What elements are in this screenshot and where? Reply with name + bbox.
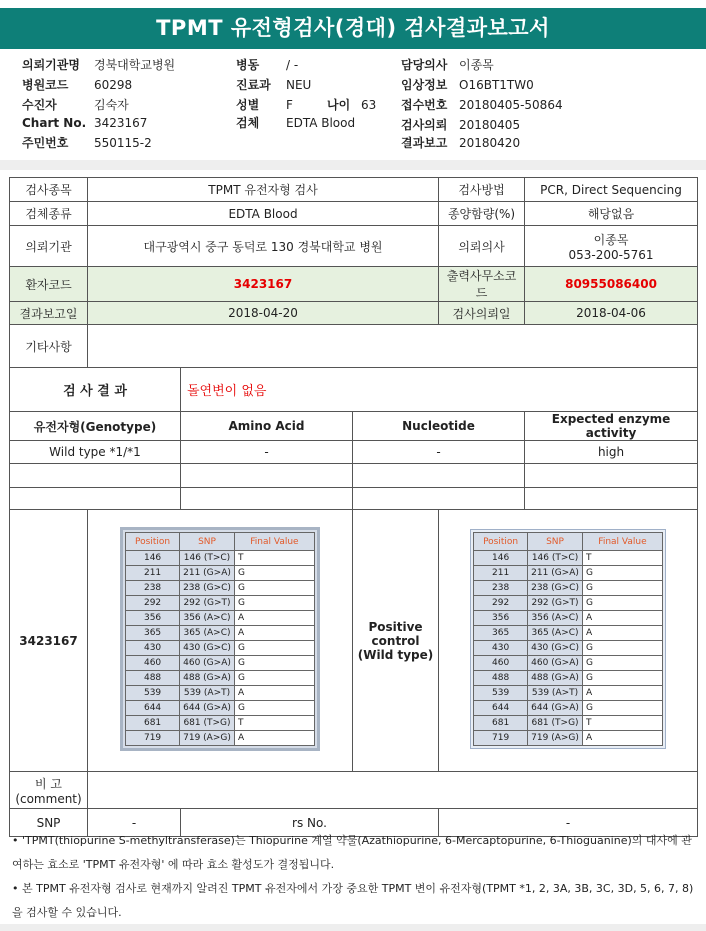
snp-position: 719 [126,731,180,746]
snp-change: 719 (A>G) [180,731,235,746]
header-field: Chart No. 3423167 [22,116,148,130]
snp-change: 488 (G>A) [180,671,235,686]
snp-row [474,686,663,701]
cell-value: TPMT 유전자형 검사 [88,178,439,202]
snp-row [126,731,315,746]
table-row [10,202,698,226]
cell-label: 의뢰기관 [10,226,88,267]
snp-change: 292 (G>T) [180,596,235,611]
snp-row [126,596,315,611]
snp-final-value: G [582,701,662,716]
snp-position: 356 [474,611,528,626]
table-row [10,412,698,441]
genotype-value: Wild type *1/*1 [10,441,181,464]
col-header-final-value: Final Value [234,533,314,551]
snp-position: 211 [474,566,528,581]
snp-position: 644 [126,701,180,716]
snp-position: 488 [126,671,180,686]
cell-label: 검사종목 [10,178,88,202]
snp-row [126,686,315,701]
cell-value: 2018-04-06 [525,302,698,325]
snp-row [474,611,663,626]
snp-final-value: A [582,686,662,701]
header-field: 접수번호 20180405-50864 [401,98,563,112]
table-row [10,226,698,267]
snp-final-value: G [234,581,314,596]
other-notes [88,325,698,368]
control-snp-table [473,532,663,746]
snp-position: 644 [474,701,528,716]
cell-label: 의뢰의사 [439,226,525,267]
snp-change: 211 (G>A) [528,566,583,581]
snp-change: 430 (G>C) [528,641,583,656]
col-header-amino-acid: Amino Acid [181,412,353,441]
cell-label: 기타사항 [10,325,88,368]
snp-position: 488 [474,671,528,686]
snp-change: 430 (G>C) [180,641,235,656]
snp-row [126,611,315,626]
snp-final-value: G [582,596,662,611]
snp-final-value: A [234,686,314,701]
snp-row [474,626,663,641]
cell-label: 검체종류 [10,202,88,226]
snp-row [474,596,663,611]
snp-position: 365 [126,626,180,641]
report-title: TPMT 유전형검사(경대) 검사결과보고서 [0,8,706,49]
snp-row [126,551,315,566]
snp-row [474,641,663,656]
sample-snp-cell [88,510,353,772]
cell-value: 2018-04-20 [88,302,439,325]
snp-row [474,656,663,671]
snp-final-value: G [234,656,314,671]
footnotes [12,829,702,925]
snp-final-value: G [582,641,662,656]
snp-change: 681 (T>G) [528,716,583,731]
table-row [10,464,698,488]
header-field: 검사의뢰 20180405 [401,118,521,132]
control-snp-cell [439,510,698,772]
snp-position: 719 [474,731,528,746]
snp-change: 644 (G>A) [180,701,235,716]
table-row [10,441,698,464]
snp-final-value: G [582,566,662,581]
cell-value: 대구광역시 중구 동덕로 130 경북대학교 병원 [88,226,439,267]
snp-change: 365 (A>C) [180,626,235,641]
cell-value: PCR, Direct Sequencing [525,178,698,202]
result-value: 돌연변이 없음 [181,368,698,412]
snp-change: 356 (A>C) [528,611,583,626]
snp-change: 238 (G>C) [528,581,583,596]
snp-change: 211 (G>A) [180,566,235,581]
snp-change: 146 (T>C) [180,551,235,566]
col-header-nucleotide: Nucleotide [353,412,525,441]
col-header-genotype: 유전자형(Genotype) [10,412,181,441]
snp-final-value: G [234,566,314,581]
snp-final-value: A [234,731,314,746]
snp-row [126,656,315,671]
col-header-position: Position [474,533,528,551]
snp-change: 539 (A>T) [180,686,235,701]
cell-label: 출력사무소코드 [439,267,525,302]
snp-change: 644 (G>A) [528,701,583,716]
snp-position: 681 [126,716,180,731]
snp-position: 238 [474,581,528,596]
header-field: 병동 / - [236,58,299,72]
control-label: Positive control (Wild type) [353,510,439,772]
snp-row [126,716,315,731]
snp-change: 365 (A>C) [528,626,583,641]
divider-bar [0,160,706,170]
col-header-enzyme-activity: Expected enzyme activity [525,412,698,441]
footnote: • 본 TPMT 유전자형 검사로 현재까지 알려진 TPMT 유전자에서 가장 중요한 TPMT 변이 유전자형(TPMT *1, 2, 3A, 3B, 3C, 3D, 5, 6, 7, 8)을 검사할 수 있습니다. [12,882,694,919]
col-header-snp: SNP [180,533,235,551]
snp-change: 681 (T>G) [180,716,235,731]
office-code: 80955086400 [525,267,698,302]
nucleotide-value: - [353,441,525,464]
snp-row [126,641,315,656]
snp-position: 460 [474,656,528,671]
cell-value [525,226,698,267]
col-header-position: Position [126,533,180,551]
snp-final-value: T [234,551,314,566]
cell-value: 해당없음 [525,202,698,226]
snp-label: SNP [10,809,88,837]
sample-snp-table [125,532,315,746]
header-field: 임상정보 O16BT1TW0 [401,78,534,92]
snp-row [474,671,663,686]
snp-final-value: G [234,701,314,716]
header-field: 의뢰기관명 경북대학교병원 [22,58,176,72]
cell-value: EDTA Blood [88,202,439,226]
snp-final-value: A [582,611,662,626]
snp-position: 539 [474,686,528,701]
table-row [10,267,698,302]
header-field: 병원코드 60298 [22,78,133,92]
footnote: • 'TPMT(thiopurine S-methyltransferase)는 Thiopurine 계열 약물(Azathiopurine, 6-Mercaptopurine, 6-Thioguanine)의 대사에 관여하는 효소로 'TPMT 유전자형' 에 따라 효소 활성도가 결정됩니다. [12,834,692,871]
table-row [10,325,698,368]
snp-final-value: G [582,581,662,596]
control-snp-panel [470,529,666,749]
patient-code: 3423167 [88,267,439,302]
snp-position: 292 [126,596,180,611]
snp-change: 238 (G>C) [180,581,235,596]
snp-final-value: A [234,626,314,641]
header-field: 담당의사 이종목 [401,58,494,72]
snp-final-value: G [234,671,314,686]
header-field: 결과보고 20180420 [401,136,521,150]
snp-row [474,551,663,566]
table-row [10,368,698,412]
header-field: 성별 F [236,98,293,112]
snp-row [474,581,663,596]
snp-final-value: G [234,596,314,611]
col-header-final-value: Final Value [582,533,662,551]
amino-acid-value: - [181,441,353,464]
rs-label: rs No. [181,809,439,837]
sample-snp-panel [120,527,320,751]
table-row [10,488,698,510]
snp-row [126,701,315,716]
snp-row [126,566,315,581]
report-table [9,177,698,837]
result-label: 검 사 결 과 [10,368,181,412]
snp-final-value: A [234,611,314,626]
snp-position: 356 [126,611,180,626]
table-row [10,302,698,325]
snp-position: 238 [126,581,180,596]
col-header-snp: SNP [528,533,583,551]
header-field: 수진자 김숙자 [22,98,129,112]
snp-final-value: A [582,626,662,641]
sample-id: 3423167 [10,510,88,772]
snp-change: 460 (G>A) [528,656,583,671]
rs-value: - [439,809,698,837]
snp-final-value: G [582,656,662,671]
snp-final-value: T [582,551,662,566]
snp-final-value: G [582,671,662,686]
snp-position: 430 [474,641,528,656]
snp-position: 292 [474,596,528,611]
snp-change: 460 (G>A) [180,656,235,671]
doctor-name: 이종목 [593,232,629,247]
snp-panel-row [10,510,698,772]
footer-bar [0,924,706,931]
comment-label: 비 고 (comment) [10,772,88,809]
snp-final-value: T [234,716,314,731]
snp-final-value: T [582,716,662,731]
snp-final-value: G [234,641,314,656]
snp-row [126,626,315,641]
header-field: 진료과 NEU [236,78,312,92]
snp-position: 539 [126,686,180,701]
snp-position: 460 [126,656,180,671]
snp-value: - [88,809,181,837]
snp-row [126,581,315,596]
snp-change: 719 (A>G) [528,731,583,746]
snp-position: 681 [474,716,528,731]
snp-row [474,731,663,746]
snp-position: 365 [474,626,528,641]
header-field: 검체 EDTA Blood [236,116,356,130]
comment-value [88,772,698,809]
snp-final-value: A [582,731,662,746]
snp-row [474,566,663,581]
snp-row [474,701,663,716]
snp-position: 430 [126,641,180,656]
doctor-phone: 053-200-5761 [568,247,654,262]
snp-change: 146 (T>C) [528,551,583,566]
snp-change: 488 (G>A) [528,671,583,686]
snp-position: 211 [126,566,180,581]
cell-label: 환자코드 [10,267,88,302]
table-row [10,772,698,809]
cell-label: 검사방법 [439,178,525,202]
snp-row [126,671,315,686]
snp-row [474,716,663,731]
snp-position: 146 [474,551,528,566]
table-row [10,178,698,202]
enzyme-activity-value: high [525,441,698,464]
cell-label: 종양함량(%) [439,202,525,226]
header-field-age: 나이 63 [327,98,377,112]
snp-change: 292 (G>T) [528,596,583,611]
header-field: 주민번호 550115-2 [22,136,152,150]
cell-label: 검사의뢰일 [439,302,525,325]
snp-change: 356 (A>C) [180,611,235,626]
snp-change: 539 (A>T) [528,686,583,701]
cell-label: 결과보고일 [10,302,88,325]
snp-position: 146 [126,551,180,566]
